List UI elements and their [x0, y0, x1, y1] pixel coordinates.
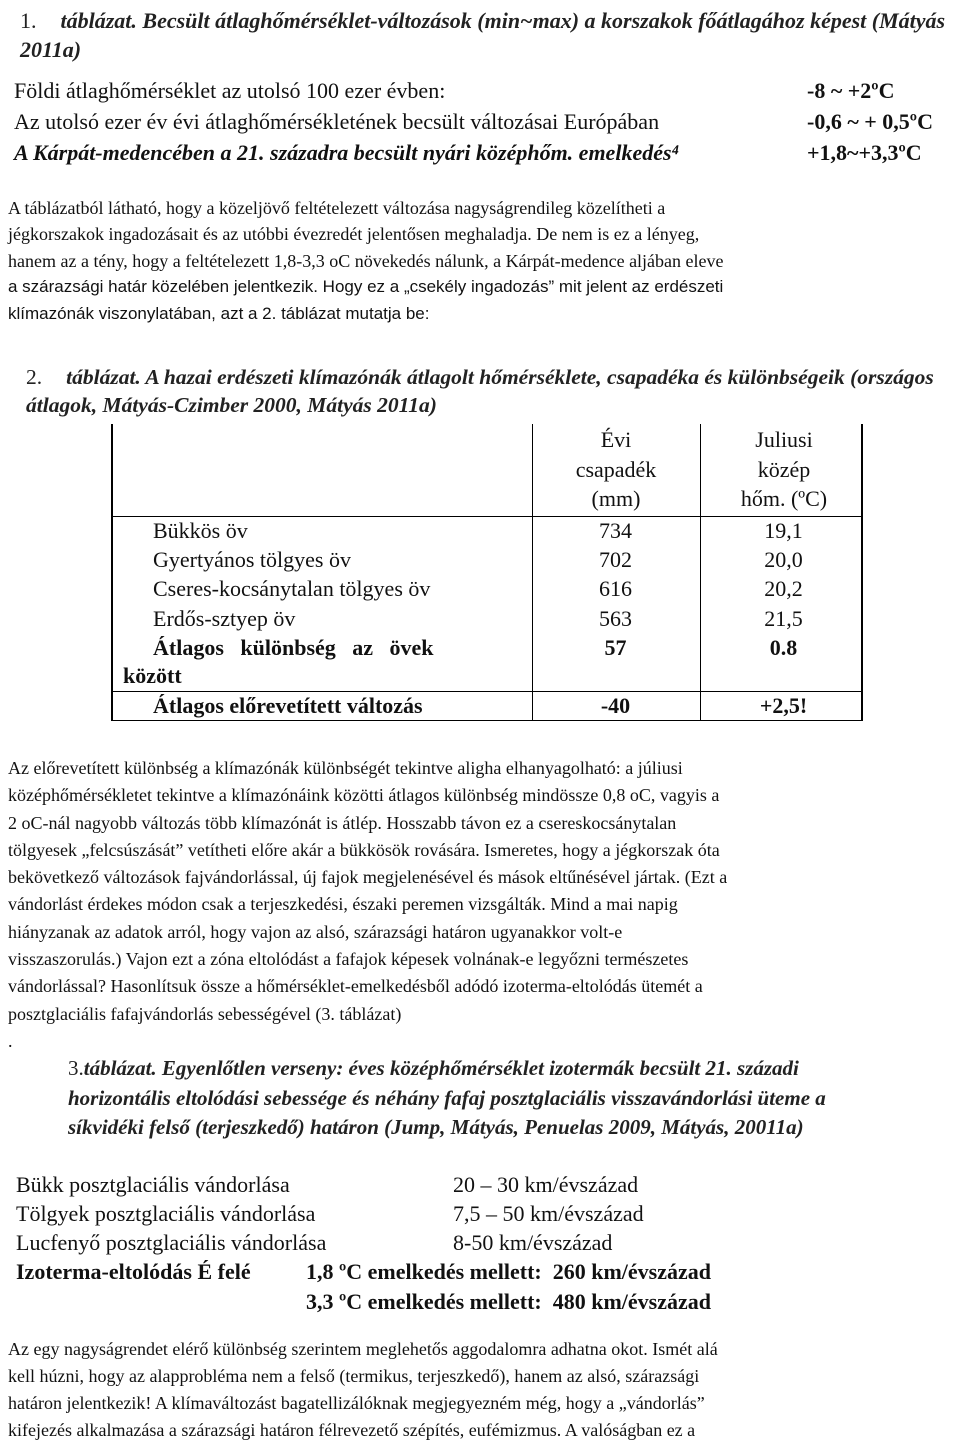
table3-row-value: 7,5 – 50 km/évszázad: [453, 1201, 644, 1226]
text-line: hanem az a tény, hogy a feltételezett 1,8-3,3 oC növekedés nálunk, a Kárpát-medence aljában eleve: [8, 250, 724, 271]
text-line: klímazónák viszonylatában, azt a 2. táblázat mutatja be:: [8, 303, 430, 323]
table1-number: 1.: [20, 8, 37, 33]
table3-title: [68, 1054, 948, 1143]
table3-title-line: [68, 1054, 948, 1084]
table2-title: [26, 363, 950, 419]
table3-row: [16, 1228, 956, 1257]
text-line: .: [8, 1030, 13, 1051]
table2-diff-label-cont: között: [123, 663, 182, 688]
text-line: posztglaciális fafajvándorlás sebességével (3. táblázat): [8, 1003, 402, 1024]
text-line: vándorlást érdekes módon csak a terjeszkedési, északi peremen vizsgálták. Mind a mai napig: [8, 894, 678, 915]
table2-row-label: Erdős-sztyep öv: [153, 606, 296, 631]
text-line: középhőmérsékletet tekintve a klímazónáink közötti átlagos különbség mindössze 0,8 oC, vagyis a: [8, 785, 720, 806]
table3-shift-value: 1,8 ºC emelkedés mellett: 260 km/évszázad: [306, 1259, 712, 1284]
table2-proj-precip: -40: [600, 693, 631, 718]
table2-row-precip: 563: [599, 606, 632, 631]
text-line: tölgyesek „felcsúszását” vetítheti előre akár a bükkösök rovására. Ismeretes, hogy a jégkorszak óta: [8, 839, 720, 860]
header-line: hőm. (ºC): [740, 486, 828, 511]
table3-title-text: táblázat. Egyenlőtlen verseny: éves középhőmérséklet izotermák becsült 21. századi: [83, 1056, 799, 1080]
table2-row-temp: 21,5: [764, 606, 803, 631]
text-line: kifejezés alkalmazása a szárazsági határon félrevezető szépítés, eufémizmus. A valóságban ez a: [8, 1420, 696, 1440]
paragraph-3: [8, 1336, 952, 1444]
table3-title-line: horizontális eltolódási sebessége és néhány fafaj posztglaciális visszavándorlási üteme a: [68, 1085, 826, 1110]
paragraph-2: [8, 755, 952, 1055]
table2-row-label: Cseres-kocsánytalan tölgyes öv: [153, 576, 431, 601]
table2-row-precip: 734: [599, 518, 632, 543]
text-line: A táblázatból látható, hogy a közeljövő feltételezett változása nagyságrendileg közelítheti a: [8, 198, 666, 218]
table2-number: 2.: [26, 365, 43, 389]
table3-row-label: Lucfenyő posztglaciális vándorlása: [16, 1230, 327, 1255]
table3-shift-value: 3,3 ºC emelkedés mellett: 480 km/évszázad: [306, 1289, 712, 1314]
table2-row-temp: 19,1: [764, 518, 803, 543]
table2-diff-precip: 57: [604, 635, 627, 660]
text-line: határon jelentkezik! A klímaváltozást bagatellizálóknak megjegyezném még, hogy a „vándorlás”: [8, 1393, 705, 1413]
table1-row: [14, 138, 954, 167]
table2-row-temp: 20,2: [764, 576, 803, 601]
text-line: 2 oC-nál nagyobb változás több klímazónát is átlép. Hosszabb távon ez a csereskocsánytalan: [8, 812, 677, 833]
text-line: bekövetkező változások fajvándorlással, új fajok megjelenésével és mások eltűnésével jártak. (Ezt a: [8, 867, 728, 888]
text-line: kell húzni, hogy az alapprobléma nem a felső (termikus, terjeszkedő), hanem az alsó, szárazsági: [8, 1366, 700, 1386]
table2-header-precip: [533, 425, 699, 514]
table2-proj-label: Átlagos előrevetített változás: [153, 693, 423, 718]
text-line: hiányzanak az adatok arról, hogy vajon az alsó, szárazsági határon ugyanakkor volt-e: [8, 921, 623, 942]
table1-row-label: Az utolsó ezer év évi átlaghőmérsékletének becsült változásai Európában: [14, 109, 660, 134]
text-line: vándorlással? Hasonlítsuk össze a hőmérséklet-emelkedésből adódó izoterma-eltolódás ütemét a: [8, 976, 703, 997]
table1-row-value: -8 ~ +2ºC: [807, 78, 895, 103]
header-line: közép: [757, 456, 811, 482]
table1-title: [20, 6, 950, 64]
table3-shift-label: Izoterma-eltolódás É felé: [16, 1259, 251, 1284]
table2-row-temp: 20,0: [764, 547, 803, 572]
text-line: a szárazsági határ közelében jelentkezik. Hogy ez a „csekély ingadozás” mit jelent az erdészeti: [8, 277, 724, 297]
table2-header-temp: [701, 425, 867, 514]
table3-row: [16, 1257, 956, 1286]
table3-row-value: 8-50 km/évszázad: [453, 1230, 613, 1255]
text-line: visszaszorulás.) Vajon ezt a zóna eltolódást a fafajok képesek volnának-e legyőzni természetes: [8, 949, 689, 970]
table1-row-label: Földi átlaghőmérséklet az utolsó 100 ezer évben:: [14, 78, 446, 103]
table2-row-precip: 702: [599, 547, 632, 572]
header-line: Juliusi: [755, 427, 813, 452]
table1-row-value: -0,6 ~ + 0,5ºC: [807, 109, 933, 134]
table2-title-text: táblázat. A hazai erdészeti klímazónák átlagolt hőmérséklete, csapadéka és különbségeik (országos átlagok, Mátyás-Czimber 2000, Mátyás 2011a): [26, 365, 934, 417]
table2-row-label: Bükkös öv: [153, 518, 248, 543]
table2-proj-temp: +2,5!: [759, 693, 808, 718]
table3-row: [16, 1287, 956, 1316]
header-line: csapadék: [575, 456, 657, 482]
table2-diff-label: Átlagos különbség az övek: [153, 635, 434, 660]
table1-row-label: A Kárpát-medencében a 21. századra becsült nyári középhőm. emelkedés⁴: [14, 140, 680, 165]
table3-row: [16, 1199, 956, 1228]
table1-row: [14, 76, 954, 105]
table2-row-precip: 616: [599, 576, 632, 601]
header-line: Évi: [600, 427, 632, 452]
table1-row-value: +1,8~+3,3ºC: [807, 140, 922, 165]
table1-title-text: táblázat. Becsült átlaghőmérséklet-változások (min~max) a korszakok főátlagához képest (Mátyás 2011a): [20, 8, 946, 62]
table2: [111, 424, 863, 721]
text-line: Az előrevetített különbség a klímazónák különbségét tekintve aligha elhanyagolható: a júliusi: [8, 758, 683, 778]
table2-row-label: Gyertyános tölgyes öv: [153, 547, 351, 572]
table3-number: 3.: [68, 1056, 84, 1080]
table3-row-label: Bükk posztglaciális vándorlása: [16, 1172, 290, 1197]
table3-row-value: 20 – 30 km/évszázad: [453, 1172, 639, 1197]
header-line: (mm): [591, 486, 641, 511]
table3-row: [16, 1170, 956, 1199]
table3-row-label: Tölgyek posztglaciális vándorlása: [16, 1201, 316, 1226]
paragraph-1: [8, 195, 952, 327]
table2-diff-temp: 0.8: [769, 635, 798, 660]
table1-row: [14, 107, 954, 136]
text-line: jégkorszakok ingadozásait és az utóbbi évezredét jelentősen meghaladja. De nem is ez a lényeg,: [8, 224, 700, 245]
table3-title-line: síkvidéki felső (terjeszkedő) határon (Jump, Mátyás, Penuelas 2009, Mátyás, 20011a): [68, 1115, 804, 1139]
text-line: Az egy nagyságrendet elérő különbség szerintem meglehetős aggodalomra adhatna okot. Ismét alá: [8, 1339, 718, 1359]
